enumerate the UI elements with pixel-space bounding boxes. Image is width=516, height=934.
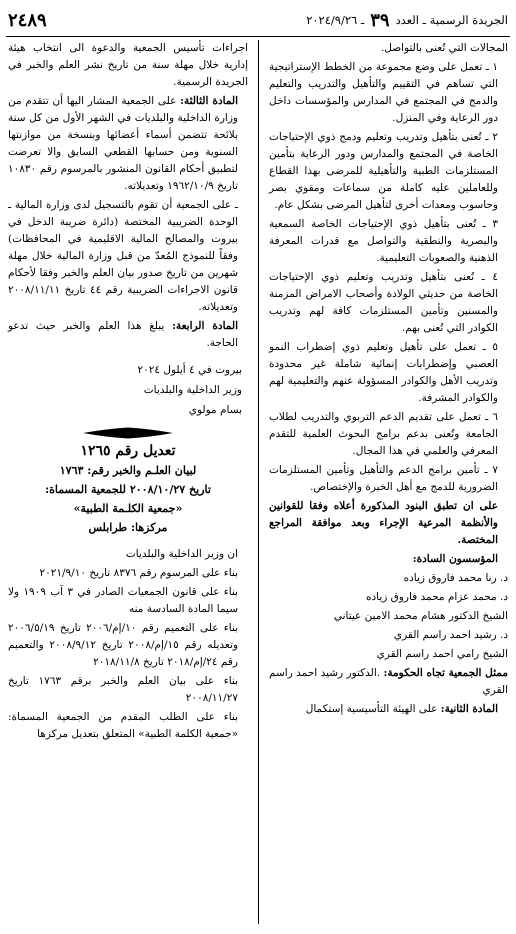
government-representative — [269, 665, 508, 699]
sign-place-date: بيروت في ٤ أيلول ٢٠٢٤ — [137, 364, 242, 376]
founder-name: د. رنا محمد فاروق زياده — [403, 572, 508, 584]
list-item: ٣ ـ تُعنى بتأهيل ذوي الإحتياجات الخاصة السمعية والبصرية والنطقية والتواصل مع قدرات المعرفة الذهنية والصعوبات التعليمية. — [269, 218, 498, 264]
article-three — [8, 93, 248, 195]
gazette-title: الجريدة الرسمية ـ العدد — [395, 13, 508, 27]
closing-clause: على ان تطبق البنود المذكورة أعلاه وفقا للقوانين والأنظمة المرعية الإجراء وبعد موافقة المراجع المختصة. — [269, 500, 498, 546]
page-number: ٢٤٨٩ — [8, 9, 47, 31]
association-center: مركزها: طرابلس — [88, 521, 168, 534]
issue-number: ٣٩ — [370, 9, 390, 31]
body-line: بناء على المرسوم رقم ٨٣٧٦ تاريخ ٢٠٢١/٩/١٠ — [39, 567, 238, 579]
founder-name: الشيخ الدكتور هشام محمد الامين عيتاني — [333, 610, 508, 622]
article-two — [269, 701, 508, 718]
list-item: ٦ ـ تعمل على تقديم الدعم التربوي والتدريب لطلاب الجامعة وتُعنى بدعم برامج البحوث العلمية للتقدم المعرفي والعلمي في هذا المجال. — [269, 411, 498, 457]
article-four — [8, 318, 248, 352]
article-text: يبلغ هذا العلم والخبر حيث تدعو الحاجة. — [8, 320, 238, 349]
list-item: ٤ ـ تُعنى بتأهيل وتدريب وتعليم ذوي الإحتياجات الخاصة من حديثي الولادة وأصحاب الامراض المزمنة والمسنين وتأمين المستلزمات كافة لهم وتدريب الكوادر التي تُعنى بهم. — [269, 271, 498, 334]
article-label: المادة الرابعة: — [172, 320, 238, 332]
ornament-divider-icon — [83, 427, 173, 439]
body-line: بناء على بيان العلم والخبر برقم ١٧٦٣ تاريخ ٢٠٠٨/١١/٢٧ — [8, 675, 239, 704]
founder-name: الشيخ رامي احمد راسم القري — [376, 648, 508, 660]
decree-number-text: تعديل رقم ١٢٦٥ — [80, 443, 176, 459]
decree-line-2: تاريخ ٢٠٠٨/١٠/٢٧ للجمعية المسماة: — [45, 483, 211, 496]
header-rule — [6, 36, 510, 37]
body-line: بناء على قانون الجمعيات الصادر في ٣ آب ١٩٠٩ ولا سيما المادة السادسة منه — [8, 586, 238, 615]
founder-name: د. محمد عزام محمد فاروق زياده — [365, 591, 508, 603]
rep-label: ممثل الجمعية تجاه الحكومة: — [383, 667, 508, 679]
article-label: المادة الثانية: — [440, 703, 498, 715]
left-column — [8, 40, 248, 745]
decree-number — [8, 443, 248, 460]
list-item: ٢ ـ تُعنى بتأهيل وتدريب وتعليم ودمج ذوي الإحتياجات الخاصة في المجتمع والمدارس ودور الرعاية بتأمين المستلزمات الطبية والتأهيلية للمرضى بهذا القطاع وللعاملين عليه كاملة من سماعات ومقوي بصر وحاسوب ومعدات أخرى لتأهيل المرضى بشكل عام. — [269, 131, 498, 211]
article-label: المادة الثالثة: — [180, 95, 239, 107]
sign-name: بسام مولوي — [188, 404, 242, 416]
body-line: بناء على التعميم رقم ١٠/إم/٢٠٠٦ تاريخ ٢٠٠٦/٥/١٩ وتعديله رقم ١٥/إم/٢٠٠٨ تاريخ ٢٠٠٨/٩/١٢ والتعميم رقم ٢٤/إم/٢٠١٨ تاريخ ٢٠١٨/١١/٨ — [8, 622, 238, 668]
tax-registration-clause: ـ على الجمعية أن تقوم بالتسجيل لدى وزارة المالية ـ الوحدة الضريبية المختصة (دائرة ضريبة الدخل في بيروت والمصالح المالية الاقليمية في المحافظات) وفقاً للنموذج المُعدّ من قبل وزارة المالية خلال مهلة شهرين من تاريخ صدور بيان العلم والخبر وفقا لأحكام قانون الاجراءات الضريبية رقم ٤٤ تاريخ ٢٠٠٨/١١/١١ وتعديلاته. — [8, 199, 238, 313]
rep-value: .الدكتور رشيد احمد راسم القري — [269, 667, 508, 696]
body-line: بناء على الطلب المقدم من الجمعية المسماة: «جمعية الكلمة الطبية» المتعلق بتعديل مركزها — [8, 711, 238, 740]
association-name: «جمعية الكلـمة الطبية» — [73, 502, 183, 515]
paragraph: اجراءات تأسيس الجمعية والدعوة الى انتخاب هيئة إدارية خلال مهلة سنة من تاريخ نشر العلم والخبر في الجريدة الرسمية. — [8, 42, 248, 88]
right-column — [269, 40, 508, 720]
article-text: على الجمعية المشار اليها أن تتقدم من وزارة الداخلية والبلديات في الشهر الأول من كل سنة بلائحة تتضمن أسماء أعضائها وبنسخة من موازنتها السنوية ومن حسابها القطعي السابق والا تعرضت لتطبيق أحكام القانون المنشور بالمرسوم رقم ١٠٨٣٠ تاريخ ١٩٦٢/١٠/٩ وتعديلاته. — [8, 95, 238, 192]
issue-date: ـ ٢٠٢٤/٩/٢٦ — [306, 13, 365, 27]
page-header — [8, 6, 508, 34]
list-item: ١ ـ تعمل على وضع مجموعة من الخطط الإستراتيجية التي تساهم في التقييم والتأهيل والتدريب والتعليم والدمج في المجتمع في المدارس والمؤسسات داخل دور الرعاية وفي المنزل. — [269, 61, 498, 124]
sign-title: وزير الداخلية والبلديات — [143, 384, 242, 396]
header-info — [306, 10, 508, 31]
column-divider — [258, 40, 259, 924]
decree-line-1: لبيان العلـم والخبر رقم: ١٧٦٣ — [59, 464, 197, 477]
article-text: على الهيئة التأسيسية إستكمال — [305, 703, 438, 715]
list-item: ٥ ـ تعمل على تأهيل وتعليم ذوي إضطراب النمو العصبي وإضطرابات إنمائية شاملة غير محدودة وتدريب الأهل والكوادر المسؤولة عنهم والتعليمية لهم والكوادر المشرفة. — [269, 341, 498, 404]
list-item: ٧ ـ تأمين برامج الدعم والتأهيل وتأمين المستلزمات الضرورية للدمج مع أهل الخبرة والإختصاص. — [269, 464, 498, 493]
lead-text: المجالات التي تُعنى بالتواصل. — [380, 42, 508, 54]
signature-block — [8, 362, 248, 419]
founders-heading: المؤسسون السادة: — [412, 553, 498, 565]
body-line: ان وزير الداخلية والبلديات — [125, 548, 238, 560]
founder-name: د. رشيد احمد راسم القري — [393, 629, 508, 641]
